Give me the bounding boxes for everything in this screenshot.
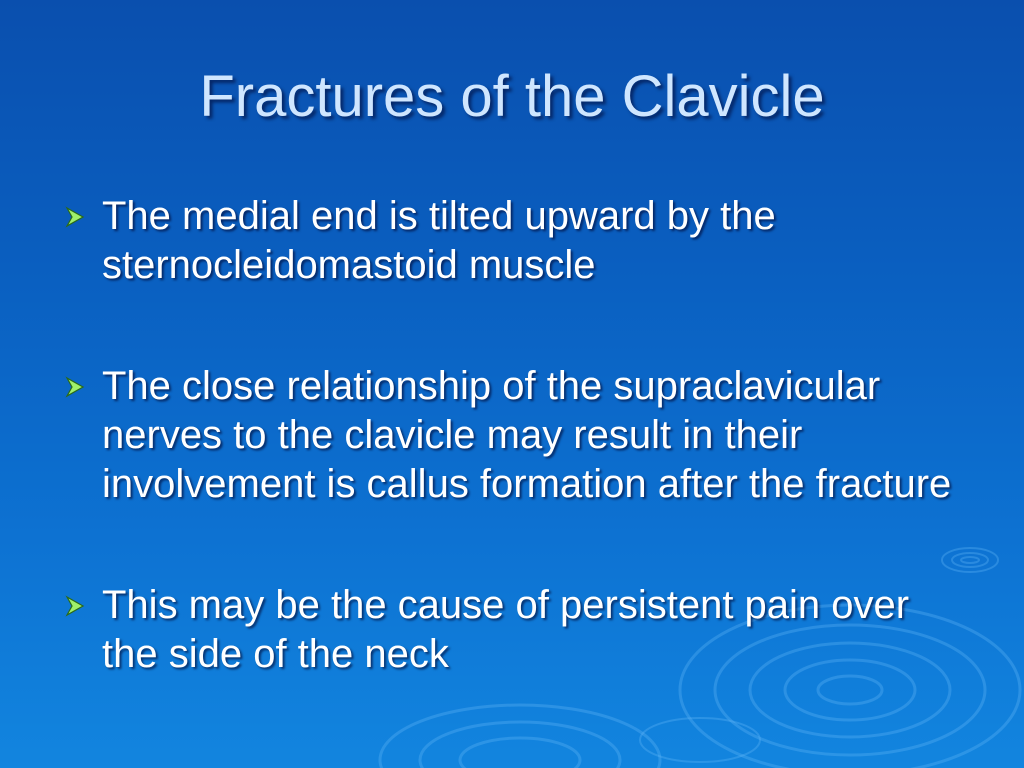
bullet-text: The close relationship of the supraclavicular nerves to the clavicle may result in their involvement is callus formation after the fracture <box>102 364 952 506</box>
bullet-text: The medial end is tilted upward by the sternocleidomastoid muscle <box>102 194 776 287</box>
bullet-item <box>60 362 960 509</box>
chevron-arrow-icon <box>64 376 86 398</box>
bullet-list <box>60 192 960 679</box>
bullet-text: This may be the cause of persistent pain over the side of the neck <box>102 583 910 676</box>
slide-title: Fractures of the Clavicle <box>199 64 825 129</box>
chevron-arrow-icon <box>64 595 86 617</box>
bullet-item <box>60 192 960 290</box>
chevron-arrow-icon <box>64 206 86 228</box>
bullet-item <box>60 581 960 679</box>
